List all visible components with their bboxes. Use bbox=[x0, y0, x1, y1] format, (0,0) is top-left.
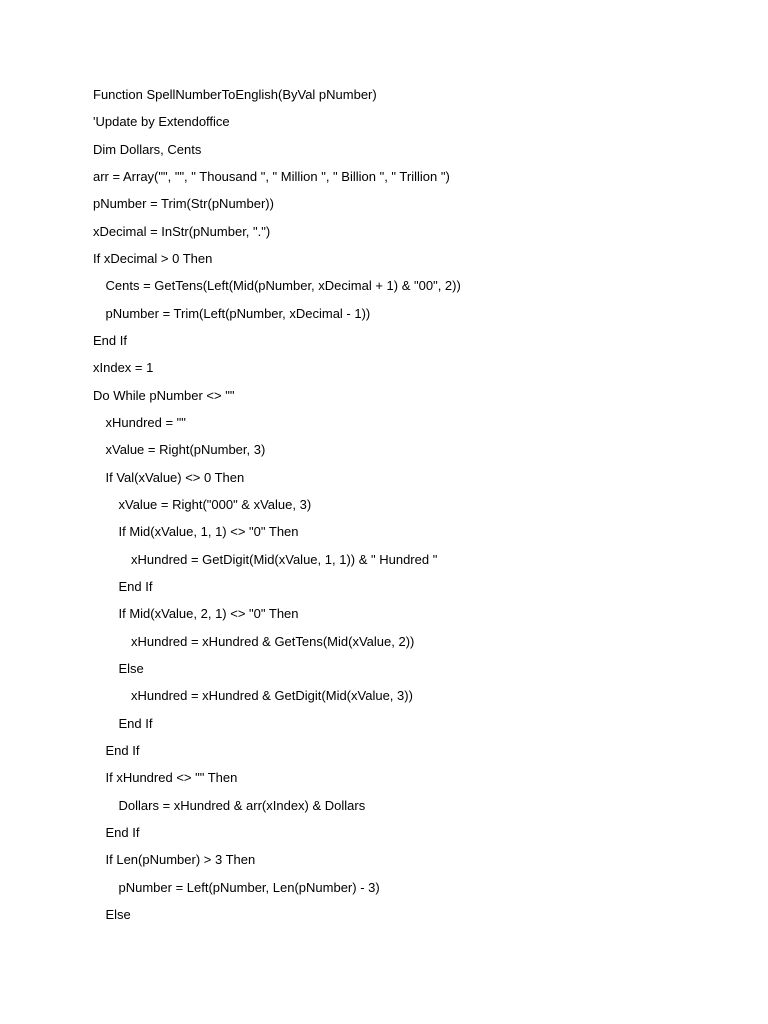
code-line: pNumber = Trim(Left(pNumber, xDecimal - 1)) bbox=[105, 305, 371, 321]
code-line: xHundred = "" bbox=[105, 414, 186, 430]
code-line: End If bbox=[105, 824, 140, 840]
code-line: If xDecimal > 0 Then bbox=[93, 250, 213, 266]
code-line: If Val(xValue) <> 0 Then bbox=[105, 469, 245, 485]
code-line: End If bbox=[105, 742, 140, 758]
code-line: xDecimal = InStr(pNumber, ".") bbox=[93, 223, 271, 239]
vba-code-block bbox=[93, 86, 733, 933]
code-line: Dim Dollars, Cents bbox=[93, 141, 202, 157]
code-line: If xHundred <> "" Then bbox=[105, 770, 238, 786]
code-line: If Mid(xValue, 1, 1) <> "0" Then bbox=[118, 524, 299, 540]
code-line: If Mid(xValue, 2, 1) <> "0" Then bbox=[118, 606, 299, 622]
code-line: pNumber = Trim(Str(pNumber)) bbox=[93, 196, 274, 212]
code-line: xValue = Right("000" & xValue, 3) bbox=[118, 496, 312, 512]
code-line: End If bbox=[118, 715, 153, 731]
code-line: xIndex = 1 bbox=[93, 360, 154, 376]
code-line: Function SpellNumberToEnglish(ByVal pNumber) bbox=[93, 87, 377, 102]
code-line: End If bbox=[93, 332, 127, 348]
code-line: xHundred = GetDigit(Mid(xValue, 1, 1)) & " Hundred " bbox=[131, 551, 438, 567]
code-line: 'Update by Extendoffice bbox=[93, 114, 230, 130]
code-line: arr = Array("", "", " Thousand ", " Million ", " Billion ", " Trillion ") bbox=[93, 168, 450, 184]
code-line: xValue = Right(pNumber, 3) bbox=[105, 442, 266, 458]
code-line: Cents = GetTens(Left(Mid(pNumber, xDecimal + 1) & "00", 2)) bbox=[105, 278, 461, 294]
code-line: Else bbox=[105, 906, 131, 922]
code-line: Dollars = xHundred & arr(xIndex) & Dollars bbox=[118, 797, 366, 813]
code-line: If Len(pNumber) > 3 Then bbox=[105, 852, 256, 868]
code-line: pNumber = Left(pNumber, Len(pNumber) - 3) bbox=[118, 879, 380, 895]
code-line: xHundred = xHundred & GetTens(Mid(xValue, 2)) bbox=[131, 633, 415, 649]
code-line: Else bbox=[118, 660, 144, 676]
code-line: Do While pNumber <> "" bbox=[93, 387, 235, 403]
code-line: End If bbox=[118, 578, 153, 594]
code-line: xHundred = xHundred & GetDigit(Mid(xValue, 3)) bbox=[131, 688, 413, 704]
